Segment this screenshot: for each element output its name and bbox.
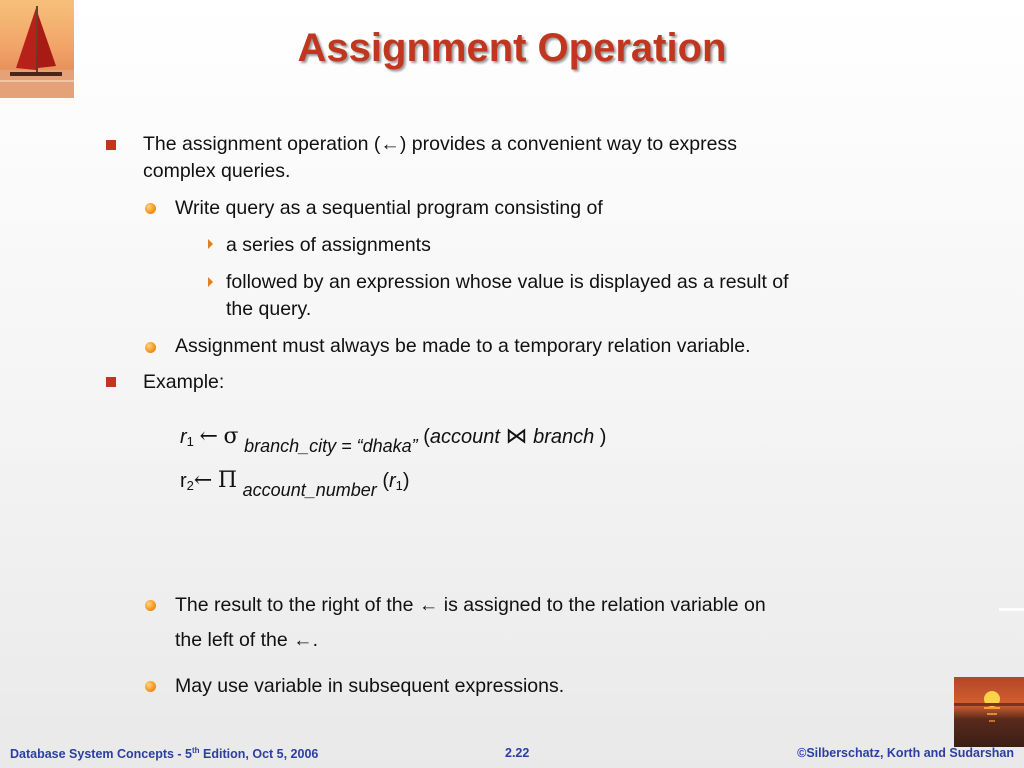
slide-title: Assignment Operation bbox=[297, 26, 727, 70]
relation-account: account bbox=[429, 426, 500, 448]
sub-sub-bullet-text: the query. bbox=[226, 298, 312, 320]
square-bullet-icon bbox=[106, 140, 116, 150]
arrow-bullet-icon bbox=[208, 239, 213, 249]
arrow-bullet-icon bbox=[208, 277, 213, 287]
footer-page-number: 2.22 bbox=[505, 746, 530, 760]
sub-bullet-text: Assignment must always be made to a temporary relation variable. bbox=[175, 335, 751, 357]
var-r2: r bbox=[180, 470, 187, 492]
bullet-text: complex queries. bbox=[143, 160, 291, 182]
square-bullet-icon bbox=[106, 377, 116, 387]
round-bullet-icon bbox=[145, 681, 156, 692]
expression-r2: $r_2\leftarrow$ Π account_number $(r_1)$ bbox=[180, 468, 410, 500]
sub-sub-bullet-text: followed by an expression whose value is displayed as a result of bbox=[226, 271, 789, 293]
join-symbol: ⋈ bbox=[505, 424, 528, 449]
round-bullet-icon bbox=[145, 203, 156, 214]
var-r1: r bbox=[180, 426, 187, 448]
decorative-line bbox=[999, 608, 1024, 611]
sub-bullet-text: Write query as a sequential program consisting of bbox=[175, 197, 603, 219]
projection-attribute: account_number bbox=[242, 480, 377, 500]
sub-bullet-text: The result to the right of the ← is assigned to the relation variable on bbox=[175, 594, 766, 616]
assign-arrow: ← bbox=[199, 424, 218, 449]
sub-bullet-text: the left of the ←. bbox=[175, 629, 319, 651]
expression-r1: $r_1$ ← σ branch_city = “dhaka” (account ⋈ branch ) bbox=[180, 424, 607, 456]
sigma-symbol: σ bbox=[223, 424, 239, 449]
footer-book-title: Database System Concepts - 5th Edition, Oct 5, 2006 bbox=[10, 746, 319, 762]
footer-copyright: ©Silberschatz, Korth and Sudarshan bbox=[797, 746, 1014, 760]
round-bullet-icon bbox=[145, 600, 156, 611]
pi-symbol: Π bbox=[217, 468, 238, 493]
bullet-text: Example: bbox=[143, 371, 225, 393]
round-bullet-icon bbox=[145, 342, 156, 353]
sunset-logo bbox=[954, 677, 1024, 747]
selection-condition: branch_city = “dhaka” bbox=[244, 436, 418, 456]
sub-sub-bullet-text: a series of assignments bbox=[226, 234, 431, 256]
bullet-text: The assignment operation (←) provides a convenient way to express bbox=[143, 133, 737, 155]
relation-branch: branch bbox=[533, 426, 595, 448]
sub-bullet-text: May use variable in subsequent expressions. bbox=[175, 675, 565, 697]
assign-arrow: ← bbox=[193, 468, 213, 493]
